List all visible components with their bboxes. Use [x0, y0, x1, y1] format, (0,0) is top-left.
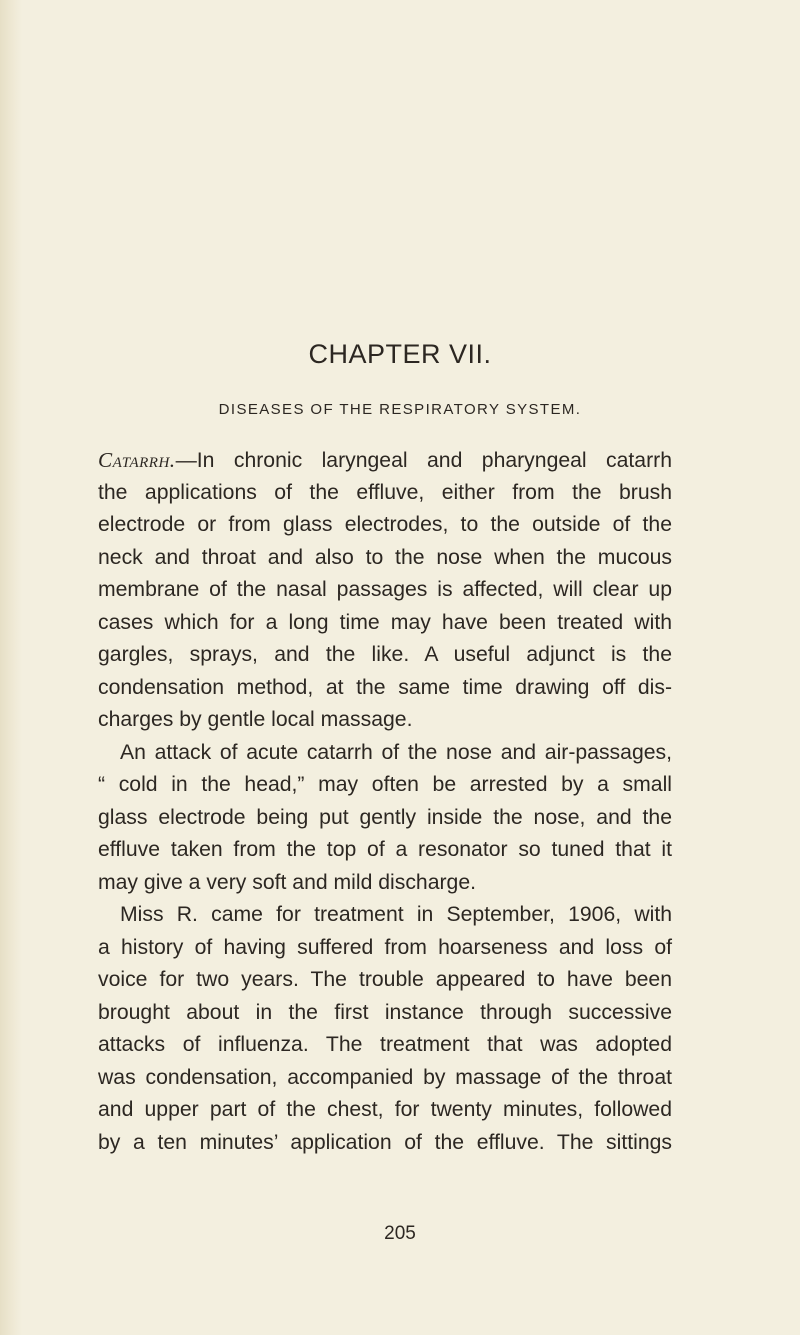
text-line: glass electrode being put gently inside the nose, and the: [98, 805, 672, 829]
text-line: a history of having suffered from hoarseness and loss of: [98, 935, 672, 959]
text-line: [98, 444, 672, 477]
text-line: condensation method, at the same time drawing off dis-: [98, 675, 672, 699]
text-line: “ cold in the head,” may often be arrested by a small: [98, 773, 672, 796]
text-line: attacks of influenza. The treatment that was adopted: [98, 1033, 672, 1056]
text-line: was condensation, accompanied by massage of the throat: [98, 1065, 672, 1089]
text-line: voice for two years. The trouble appeared to have been: [98, 968, 672, 991]
text-line: An attack of acute catarrh of the nose and air-passages,: [120, 740, 672, 764]
run-in-heading: Catarrh.: [98, 448, 176, 472]
text-line: gargles, sprays, and the like. A useful adjunct is the: [98, 643, 672, 666]
text-line: electrode or from glass electrodes, to the outside of the: [98, 513, 672, 536]
body-text: [98, 444, 672, 1159]
text-line: may give a very soft and mild discharge.: [98, 870, 477, 894]
text-line: and upper part of the chest, for twenty minutes, followed: [98, 1098, 672, 1121]
text-line: Miss R. came for treatment in September, 1906, with: [120, 903, 672, 926]
chapter-title: CHAPTER VII.: [308, 339, 492, 369]
text-line: the applications of the effluve, either from the brush: [98, 480, 672, 504]
page-number: 205: [384, 1223, 416, 1244]
page-edge-shadow: [0, 0, 22, 1335]
text-line: membrane of the nasal passages is affected, will clear up: [98, 578, 672, 601]
text-line: by a ten minutes’ application of the effluve. The sittings: [98, 1130, 672, 1154]
text-line: brought about in the first instance through successive: [98, 1000, 672, 1024]
text-line-content: —In chronic laryngeal and pharyngeal catarrh: [175, 449, 672, 472]
text-line: cases which for a long time may have been treated with: [98, 610, 672, 634]
text-line: effluve taken from the top of a resonator so tuned that it: [98, 838, 672, 861]
text-line: charges by gentle local massage.: [98, 708, 413, 731]
text-line: neck and throat and also to the nose when the mucous: [98, 545, 672, 569]
section-title: DISEASES OF THE RESPIRATORY SYSTEM.: [218, 401, 582, 418]
